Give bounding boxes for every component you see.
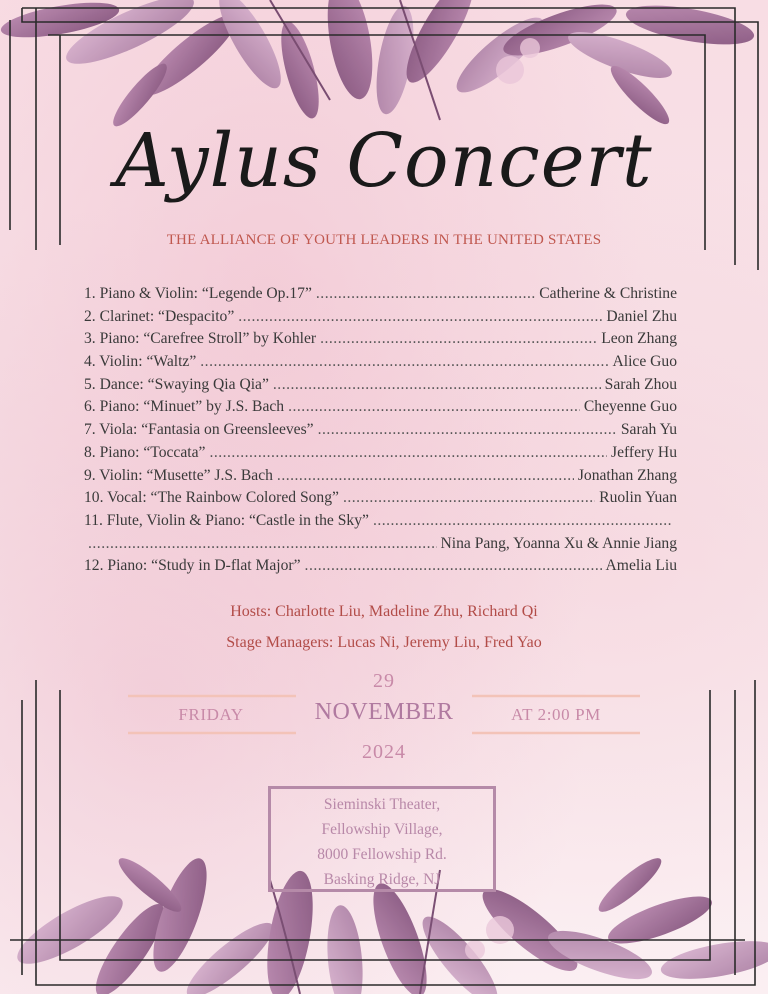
program-piece: 1. Piano & Violin: “Legende Op.17” [84,285,312,302]
concert-title: Aylus Concert [115,118,653,204]
event-time: AT 2:00 PM [511,705,601,724]
program-performer: Amelia Liu [605,557,677,575]
program-performer: Sarah Zhou [604,375,677,393]
program-piece: 8. Piano: “Toccata” [84,443,206,461]
program-performer: Daniel Zhu [606,307,677,325]
date-day-number: 29 [373,670,395,692]
program-piece: 2. Clarinet: “Despacito” [84,307,235,325]
program-performer: Ruolin Yuan [599,489,677,507]
program-performer: Nina Pang, Yoanna Xu & Annie Jiang [440,534,677,552]
program-piece: 4. Violin: “Waltz” [84,353,197,371]
hosts-credit: Hosts: Charlotte Liu, Madeline Zhu, Richard Qi [230,603,538,620]
program-piece: 12. Piano: “Study in D-flat Major” [84,557,301,575]
venue-box [268,786,496,892]
program-piece: 6. Piano: “Minuet” by J.S. Bach [84,398,285,416]
venue-line: Fellowship Village, [321,821,443,838]
venue-line: 8000 Fellowship Rd. [317,846,447,863]
program-piece: 11. Flute, Violin & Piano: “Castle in the Sky” [84,511,369,529]
program-performer: Jonathan Zhang [577,466,677,484]
program-performer: Alice Guo [612,353,677,371]
program-performer: Cheyenne Guo [583,398,677,416]
program-piece: 5. Dance: “Swaying Qia Qia” [84,375,269,393]
date-day-name: FRIDAY [178,705,244,724]
program-performer: Jeffery Hu [611,443,677,461]
program-performer: Leon Zhang [601,330,677,348]
program-performer: Catherine & Christine [539,285,677,302]
date-month: NOVEMBER [314,699,454,725]
program-piece: 3. Piano: “Carefree Stroll” by Kohler [84,330,317,348]
organization-subtitle: THE ALLIANCE OF YOUTH LEADERS IN THE UNITED STATES [166,232,602,248]
program-piece: 7. Viola: “Fantasia on Greensleeves” [84,421,314,439]
date-year: 2024 [362,741,406,763]
program-performer: Sarah Yu [620,421,677,439]
venue-line: Basking Ridge, NJ [323,871,441,888]
stage-managers-credit: Stage Managers: Lucas Ni, Jeremy Liu, Fred Yao [226,634,542,651]
program-piece: 9. Violin: “Musette” J.S. Bach [84,466,273,484]
venue-line: Sieminski Theater, [323,796,441,813]
program-piece: 10. Vocal: “The Rainbow Colored Song” [84,489,339,507]
